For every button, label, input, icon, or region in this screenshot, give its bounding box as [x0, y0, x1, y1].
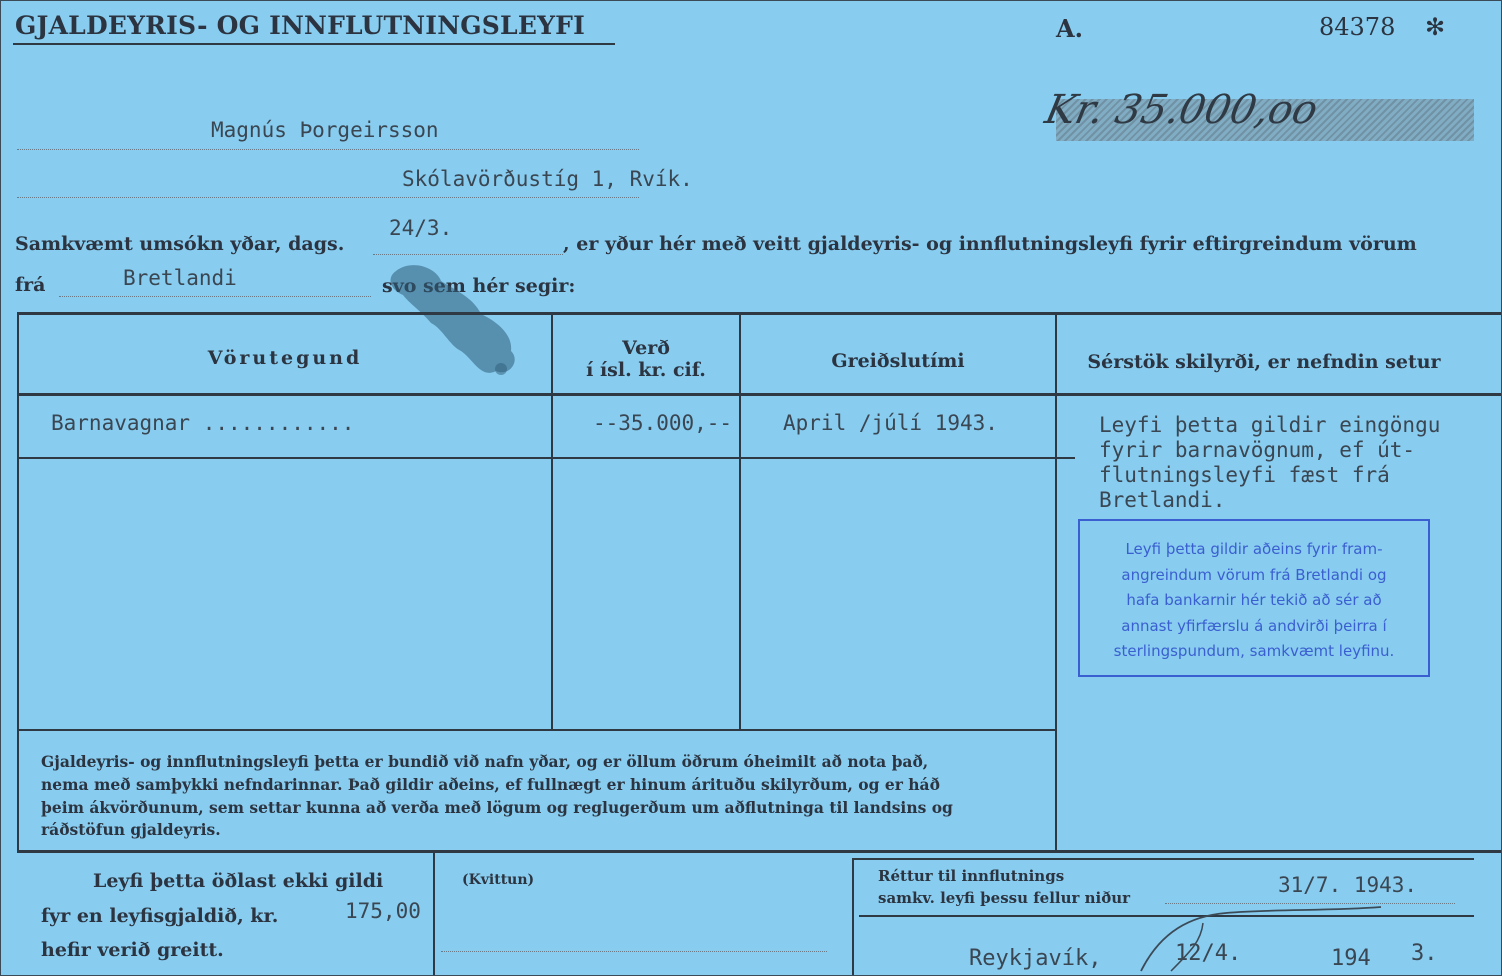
recipient-name: Magnús Þorgeirsson [211, 118, 439, 142]
note-line-1: Gjaldeyris- og innflutningsleyfi þetta er bundið við nafn yðar, og er öllum öðrum óheimilt að nota það, [41, 752, 929, 771]
row-conditions-line1: Leyfi þetta gildir eingöngu [1099, 413, 1441, 437]
fee-line-1: Leyfi þetta öðlast ekki gildi [93, 870, 384, 892]
fee-amount: 175,00 [345, 899, 421, 923]
year-suffix: 3. [1411, 941, 1438, 966]
stamp-line-5: sterlingspundum, samkvæmt leyfinu. [1113, 642, 1395, 660]
as-follows-text: svo sem hér segir: [382, 275, 576, 297]
star-icon: ✻ [1425, 13, 1446, 41]
receipt-label: (Kvittun) [462, 872, 535, 888]
origin-country: Bretlandi [123, 266, 237, 290]
from-label: frá [15, 274, 46, 296]
stamp-line-1: Leyfi þetta gildir aðeins fyrir fram- [1125, 540, 1383, 558]
header-price-line2: í ísl. kr. cif. [586, 359, 706, 381]
footer-top-border [17, 850, 1501, 853]
note-line-2: nema með samþykki nefndarinnar. Það gildir aðeins, ef fullnægt er hinum árituðu skilyrðum, og er háð [41, 775, 940, 794]
note-top-border [19, 729, 1055, 731]
country-dotted-line [59, 296, 371, 297]
footer-divider-1 [433, 852, 435, 975]
document-number: 84378 [1319, 13, 1396, 41]
fee-line-2: fyr en leyfisgjaldið, kr. [41, 905, 279, 927]
expiry-date: 31/7. 1943. [1278, 873, 1418, 897]
handwritten-signature [1131, 901, 1391, 975]
footer-divider-2 [852, 858, 854, 975]
intro-prefix: Samkvæmt umsókn yðar, dags. [15, 233, 345, 255]
col-divider-3 [1055, 312, 1057, 852]
document-title: GJALDEYRIS- OG INNFLUTNINGSLEYFI [15, 11, 585, 40]
recipient-address: Skólavörðustíg 1, Rvík. [402, 167, 693, 191]
city: Reykjavík, [969, 946, 1102, 971]
signature-day-month: 12/4. [1175, 941, 1242, 966]
footer-right-top [852, 858, 1474, 860]
header-goods: Vörutegund [207, 347, 363, 369]
table-left-border [17, 312, 19, 852]
year-prefix: 194 [1331, 946, 1371, 971]
row-conditions-line4: Bretlandi. [1099, 488, 1226, 512]
stamp-line-4: annast yfirfærslu á andvirði þeirra í [1121, 616, 1387, 635]
address-dotted-line [17, 197, 639, 198]
expiry-line-2: samkv. leyfi þessu fellur niður [878, 889, 1131, 907]
intro-suffix: , er yður hér með veitt gjaldeyris- og innflutningsleyfi fyrir eftirgreindum vörum [563, 233, 1417, 255]
name-dotted-line [17, 149, 639, 150]
date-dotted-line [373, 254, 563, 255]
title-underline [13, 43, 615, 45]
row-price: --35.000,-- [593, 411, 733, 435]
row-conditions-line3: flutningsleyfi fæst frá [1099, 463, 1390, 487]
handwritten-amount: Kr. 35.000,oo [1041, 87, 1322, 133]
row-goods: Barnavagnar ............ [51, 411, 355, 435]
fee-line-3: hefir verið greitt. [41, 939, 224, 961]
expiry-line-1: Réttur til innflutnings [878, 867, 1065, 885]
row-conditions-line2: fyrir barnavögnum, ef út- [1099, 438, 1416, 462]
table-top-border [17, 312, 1501, 315]
row-divider [19, 457, 1075, 459]
bank-stamp [1078, 519, 1430, 677]
stamp-line-2: angreindum vörum frá Bretlandi og [1121, 565, 1387, 584]
header-payment: Greiðslutími [831, 350, 965, 372]
header-conditions: Sérstök skilyrði, er nefndin setur [1087, 351, 1441, 373]
header-price-line1: Verð [622, 337, 670, 359]
note-line-4: ráðstöfun gjaldeyris. [41, 820, 221, 839]
row-payment: April /júlí 1943. [783, 411, 998, 435]
receipt-dotted-line [441, 951, 827, 952]
application-date: 24/3. [389, 216, 453, 240]
series-letter: A. [1056, 14, 1083, 43]
note-line-3: þeim ákvörðunum, sem settar kunna að verða með lögum og reglugerðum um aðflutninga til landsins og [41, 798, 953, 817]
col-divider-2 [739, 312, 741, 730]
stamp-line-3: hafa bankarnir hér tekið að sér að [1126, 591, 1382, 609]
table-header-border [17, 393, 1501, 396]
